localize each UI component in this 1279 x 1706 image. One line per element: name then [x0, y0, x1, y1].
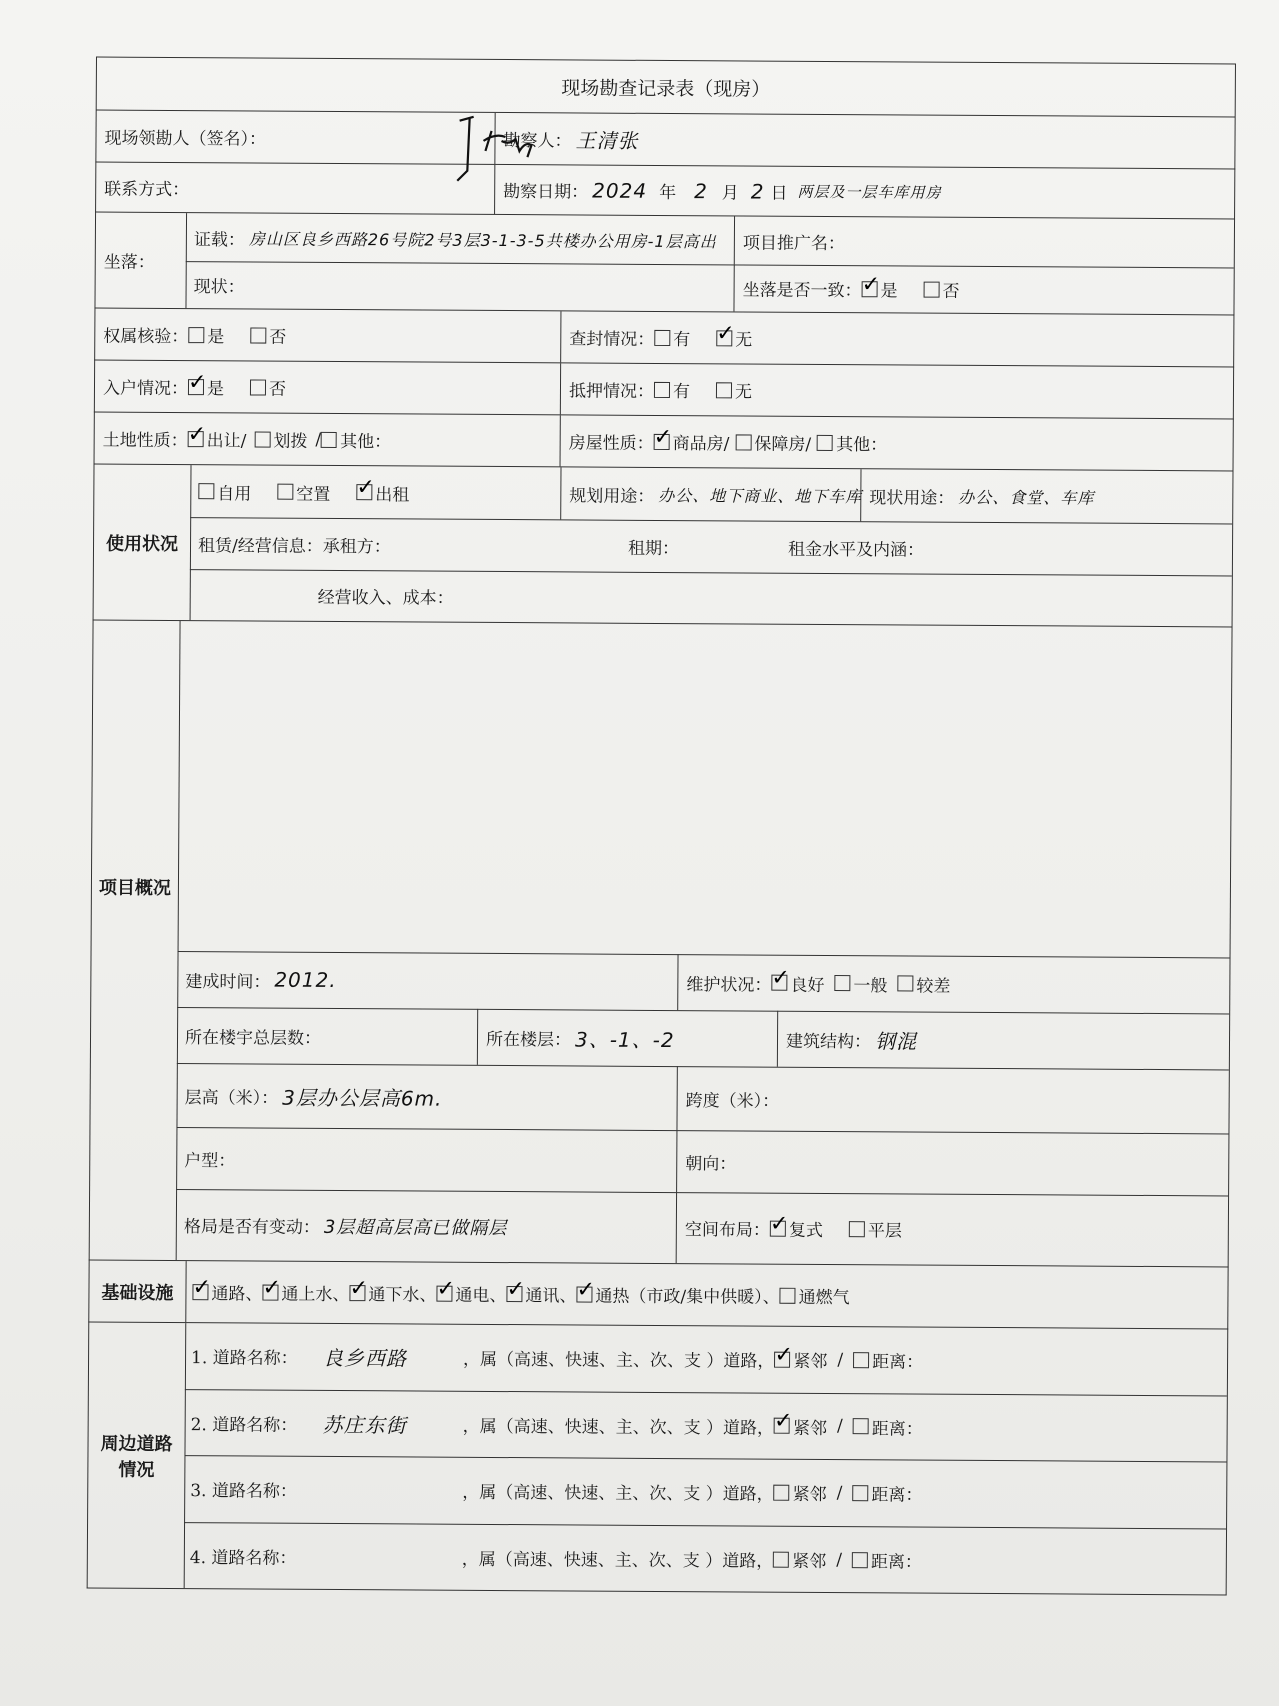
usage-opts-subrow	[190, 465, 1232, 524]
date-cell	[494, 165, 1234, 219]
total-floors-label: 所在楼宇总层数：	[184, 1027, 322, 1049]
current-use-value: 办公、食堂、车库	[958, 487, 1095, 508]
road-label: 2. 道路名称：	[190, 1414, 298, 1436]
maint-cell	[677, 954, 1229, 1013]
road-adjacent-checkbox[interactable]	[774, 1351, 790, 1367]
date-note: 两层及一层车库用房	[797, 182, 942, 202]
road-separator: /	[837, 1416, 843, 1437]
layout-change-cell	[176, 1189, 676, 1263]
actual-subrow	[185, 261, 1233, 314]
road-distance-label: 距离：	[871, 1419, 923, 1440]
ownership-cell	[95, 309, 560, 363]
usage-vacant-label: 空置	[296, 484, 331, 505]
maint-good-checkbox[interactable]	[771, 975, 787, 991]
road-distance-checkbox[interactable]	[853, 1352, 869, 1368]
roads-list	[184, 1323, 1228, 1594]
no-label: 否	[942, 281, 960, 302]
cert-cell	[186, 213, 734, 264]
usage-vacant-checkbox[interactable]	[277, 484, 293, 500]
land-other-label: 其他：	[340, 432, 392, 453]
plan-use-cell	[560, 467, 863, 521]
maint-label: 维护状况：	[686, 974, 772, 996]
cert-label: 证载：	[193, 229, 245, 250]
road-label: 3. 道路名称：	[190, 1481, 297, 1503]
yes-label: 是	[207, 327, 225, 348]
lease-term-label: 租期：	[627, 538, 680, 559]
infra-gas-checkbox[interactable]	[780, 1287, 796, 1303]
land-label: 土地性质：	[102, 430, 188, 452]
infra-row	[88, 1260, 1228, 1329]
road-distance-checkbox[interactable]	[852, 1485, 868, 1501]
space-flat-checkbox[interactable]	[849, 1221, 865, 1237]
date-label: 勘察日期：	[503, 182, 589, 203]
road-type-text: ，属（高速、快速、主、次、支 ）道路，	[462, 1350, 775, 1372]
plan-use-label: 规划用途：	[569, 485, 655, 507]
date-day-unit: 日	[770, 183, 788, 204]
house-commercial-checkbox[interactable]	[654, 433, 670, 449]
surveyor-signature	[455, 111, 555, 192]
inspector-cell	[494, 113, 1234, 169]
house-other-checkbox[interactable]	[817, 434, 833, 450]
road-label: 4. 道路名称：	[189, 1548, 297, 1570]
infra-road-label: 通路、	[211, 1284, 263, 1305]
infra-opts-cell	[185, 1261, 1227, 1328]
access-label: 入户情况：	[102, 378, 189, 400]
road-name-value: 苏庄东街	[322, 1412, 407, 1438]
road-distance-checkbox[interactable]	[852, 1552, 868, 1568]
infra-comm-label: 通讯、	[525, 1286, 577, 1307]
house-cell	[560, 415, 1233, 470]
roads-label-line1: 周边道路	[100, 1433, 173, 1455]
current-use-cell	[860, 469, 1232, 523]
road-adjacent-label: 紧邻	[792, 1418, 828, 1439]
layout-change-label: 格局是否有变动：	[183, 1217, 320, 1238]
inspector-label: 勘察人：	[503, 131, 572, 152]
maint-poor-checkbox[interactable]	[897, 975, 913, 991]
cert-value: 房山区良乡西路26号院2号3层3-1-3-5共楼办公用房-1层高出	[248, 228, 717, 251]
road-adjacent-label: 紧邻	[792, 1552, 827, 1573]
road-row	[184, 1390, 1226, 1463]
height-label: 层高（米）：	[184, 1087, 279, 1109]
layout-change-value: 3层超高层高已做隔层	[323, 1216, 508, 1239]
type-subrow	[176, 1127, 1228, 1196]
actual-label: 现状：	[193, 277, 245, 298]
title-row	[96, 57, 1236, 118]
roads-row	[87, 1322, 1229, 1595]
no-label: 否	[269, 327, 287, 348]
structure-label: 建筑结构：	[785, 1031, 872, 1052]
land-transfer-checkbox[interactable]	[188, 431, 204, 447]
roads-label	[88, 1323, 186, 1589]
promo-label: 项目推广名：	[734, 216, 1234, 267]
built-label: 建成时间：	[185, 971, 271, 993]
mortgage-none-checkbox[interactable]	[716, 382, 732, 398]
date-month: 2	[694, 178, 708, 203]
infra-power-checkbox[interactable]	[436, 1285, 452, 1301]
yes-label: 是	[206, 379, 225, 400]
access-no-checkbox[interactable]	[250, 379, 266, 395]
contact-row	[95, 163, 1235, 220]
land-cell	[95, 413, 560, 467]
road-adjacent-checkbox[interactable]	[773, 1551, 789, 1567]
space-cell	[676, 1192, 1228, 1266]
seal-have-checkbox[interactable]	[654, 329, 670, 345]
yes-label: 是	[880, 281, 898, 302]
income-label: 经营收入、成本：	[317, 587, 454, 609]
built-cell	[177, 951, 677, 1010]
structure-cell	[777, 1011, 1229, 1070]
road-row	[184, 1456, 1226, 1529]
date-month-unit: 月	[721, 183, 739, 204]
lease-subrow	[190, 517, 1232, 576]
road-row	[185, 1323, 1227, 1396]
infra-heat-label: 通热（市政/集中供暖）、	[595, 1286, 780, 1308]
land-other-checkbox[interactable]	[321, 431, 337, 447]
road-distance-checkbox[interactable]	[853, 1418, 869, 1434]
land-allocation-label: 划拨	[273, 431, 308, 452]
cert-subrow	[186, 213, 1234, 268]
structure-value: 钢混	[874, 1028, 918, 1054]
usage-rent-checkbox[interactable]	[356, 484, 372, 500]
road-name-value	[322, 1557, 462, 1558]
have-label: 有	[672, 382, 691, 403]
house-label: 房屋性质：	[568, 433, 654, 454]
infra-water-label: 通上水、	[281, 1284, 350, 1306]
location-label: 坐落：	[103, 252, 155, 273]
consistent-no-checkbox[interactable]	[924, 281, 940, 297]
road-adjacent-checkbox[interactable]	[774, 1484, 790, 1500]
house-affordable-checkbox[interactable]	[735, 434, 751, 450]
date-year: 2024	[592, 178, 648, 203]
plan-use-value: 办公、地下商业、地下车库	[658, 485, 863, 506]
current-use-label: 现状用途：	[869, 487, 955, 509]
consistent-label: 坐落是否一致：	[742, 280, 862, 302]
height-value: 3层办公层高6m.	[282, 1085, 443, 1111]
road-type-text: ，属（高速、快速、主、次、支 ）道路，	[462, 1416, 775, 1439]
ownership-row	[94, 309, 1234, 368]
consistent-yes-checkbox[interactable]	[862, 281, 878, 297]
consistent-cell	[733, 264, 1233, 314]
road-separator: /	[836, 1482, 843, 1503]
road-type-text: ，属（高速、快速、主、次、支 ）道路，	[462, 1483, 774, 1505]
type-label: 户型：	[184, 1150, 236, 1171]
house-commercial-label: 商品房/	[672, 434, 730, 455]
overview-label: 项目概况	[98, 877, 171, 899]
maint-normal-label: 一般	[853, 975, 888, 996]
location-row	[94, 213, 1235, 316]
have-label: 有	[673, 330, 691, 351]
date-day: 2	[750, 179, 765, 204]
ownership-label: 权属核验：	[103, 326, 189, 348]
road-distance-label: 距离：	[870, 1552, 923, 1573]
road-name-value: 良乡西路	[322, 1346, 408, 1371]
space-duplex-label: 复式	[788, 1220, 823, 1241]
house-other-label: 其他：	[836, 435, 888, 456]
road-separator: /	[837, 1349, 844, 1370]
infra-road-checkbox[interactable]	[192, 1284, 208, 1300]
no-label: 否	[268, 379, 287, 400]
overview-row	[89, 621, 1233, 1268]
road-row	[184, 1523, 1226, 1596]
road-adjacent-checkbox[interactable]	[774, 1418, 790, 1434]
contact-label: 联系方式：	[104, 179, 190, 201]
road-type-text: ，属（高速、快速、主、次、支 ）道路，	[461, 1550, 774, 1572]
nature-row	[94, 413, 1234, 472]
none-label: 无	[734, 382, 753, 403]
access-yes-checkbox[interactable]	[188, 379, 204, 395]
overview-blank-area	[178, 621, 1232, 958]
maint-good-label: 良好	[790, 975, 825, 996]
road-distance-label: 距离：	[872, 1352, 924, 1373]
date-year-unit: 年	[659, 182, 677, 204]
land-separator: /	[315, 429, 322, 450]
seal-label: 查封情况：	[569, 329, 655, 350]
land-transfer-label: 出让/	[206, 431, 247, 452]
floor-subrow	[177, 1007, 1229, 1070]
built-value: 2012.	[274, 967, 337, 993]
surveyor-row	[95, 111, 1235, 170]
space-duplex-checkbox[interactable]	[770, 1220, 786, 1236]
layout-subrow	[176, 1189, 1228, 1266]
span-label: 跨度（米）：	[676, 1066, 1228, 1133]
survey-form	[86, 57, 1236, 1684]
house-affordable-label: 保障房/	[754, 434, 812, 455]
rent-label: 租金水平及内涵：	[787, 539, 925, 561]
floor-cell	[477, 1009, 777, 1067]
orient-label: 朝向：	[676, 1130, 1228, 1195]
infra-heat-checkbox[interactable]	[576, 1286, 592, 1302]
road-distance-label: 距离：	[871, 1485, 923, 1506]
infra-power-label: 通电、	[455, 1285, 507, 1307]
usage-label: 使用状况	[105, 533, 179, 555]
mortgage-cell	[560, 363, 1233, 418]
road-name-value	[322, 1490, 462, 1491]
infra-label: 基础设施	[101, 1282, 174, 1304]
ownership-no-checkbox[interactable]	[250, 327, 266, 343]
land-allocation-checkbox[interactable]	[254, 431, 270, 447]
usage-opts-cell	[190, 465, 560, 519]
height-cell	[176, 1063, 676, 1130]
inspector-signature: 王清张	[575, 128, 639, 153]
built-subrow	[177, 951, 1229, 1014]
access-cell	[95, 361, 560, 415]
income-subrow	[190, 569, 1232, 626]
usage-self-label: 自用	[217, 483, 252, 504]
floor-value: 3、-1、-2	[574, 1026, 675, 1052]
ownership-yes-checkbox[interactable]	[188, 327, 204, 343]
none-label: 无	[735, 330, 753, 351]
seal-none-checkbox[interactable]	[716, 330, 732, 346]
seal-cell	[560, 311, 1233, 366]
floor-label: 所在楼层：	[485, 1029, 572, 1050]
height-subrow	[176, 1063, 1228, 1134]
usage-row	[93, 465, 1234, 628]
form-title: 现场勘查记录表（现房）	[561, 76, 771, 101]
infra-drain-label: 通下水、	[368, 1285, 437, 1306]
infra-drain-checkbox[interactable]	[349, 1285, 365, 1301]
space-flat-label: 平层	[867, 1221, 902, 1242]
road-separator: /	[836, 1549, 843, 1570]
maint-normal-checkbox[interactable]	[834, 975, 850, 991]
access-row	[94, 361, 1234, 420]
usage-rent-label: 出租	[375, 484, 410, 505]
infra-gas-label: 通燃气	[798, 1287, 850, 1309]
road-adjacent-label: 紧邻	[792, 1485, 827, 1506]
usage-self-checkbox[interactable]	[198, 483, 214, 499]
mortgage-label: 抵押情况：	[568, 381, 655, 402]
surveyor-label: 现场领勘人（签名）：	[104, 128, 267, 150]
infra-comm-checkbox[interactable]	[506, 1286, 522, 1302]
lease-label: 租赁/经营信息：承租方：	[197, 535, 391, 557]
mortgage-have-checkbox[interactable]	[654, 381, 670, 397]
infra-water-checkbox[interactable]	[262, 1284, 278, 1300]
roads-label-line2: 情况	[118, 1459, 155, 1481]
road-adjacent-label: 紧邻	[793, 1352, 828, 1373]
road-label: 1. 道路名称：	[190, 1348, 298, 1370]
maint-poor-label: 较差	[916, 976, 951, 997]
space-label: 空间布局：	[684, 1220, 770, 1241]
